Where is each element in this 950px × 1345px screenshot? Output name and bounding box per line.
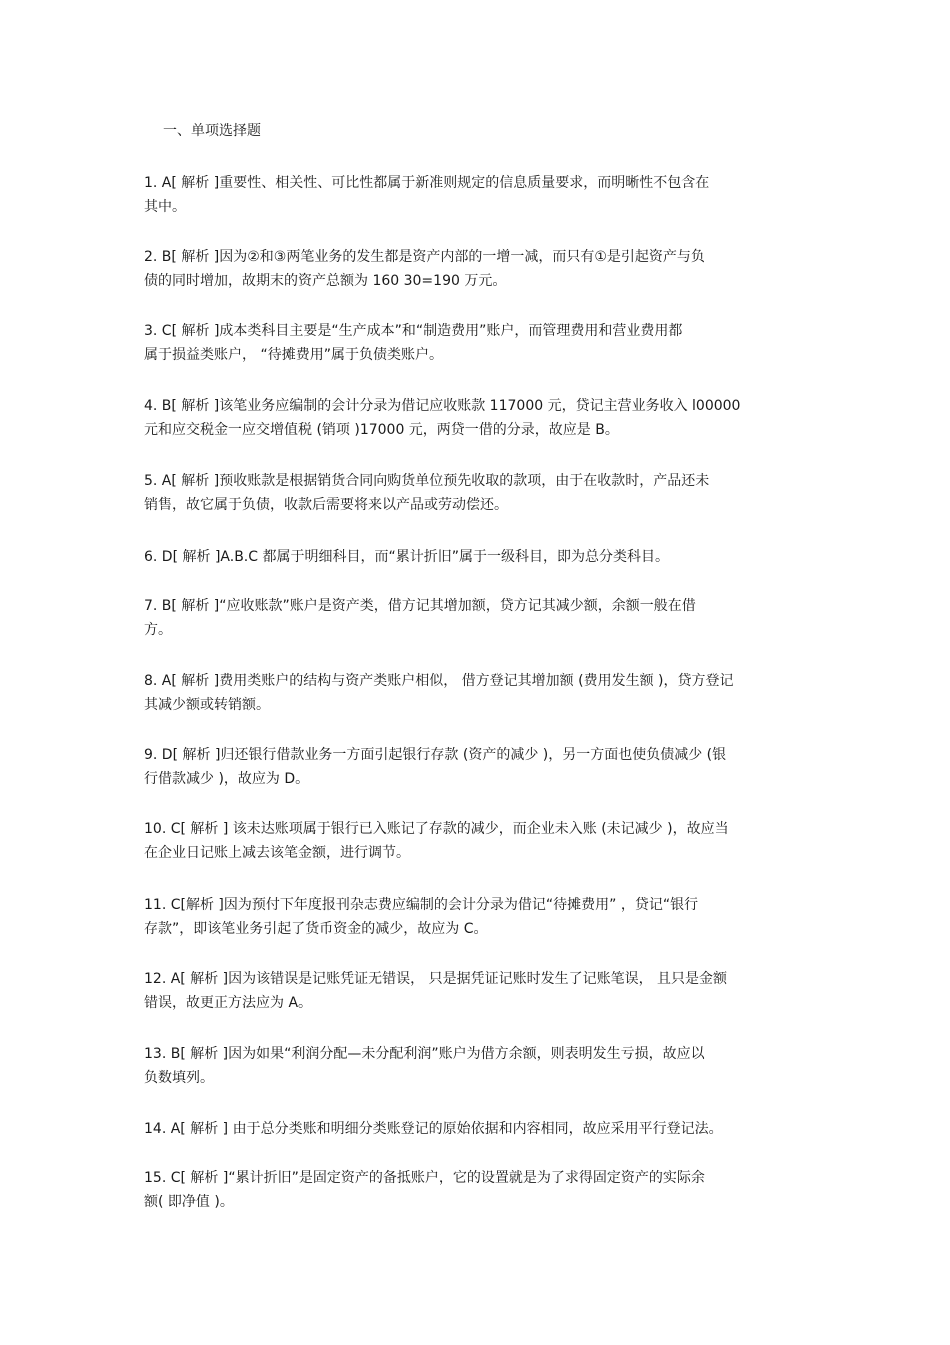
answer-item-4 [144,394,814,442]
answer-line: 属于损益类账户， “待摊费用”属于负债类账户。 [144,347,443,363]
answer-line: 债的同时增加，故期末的资产总额为 160 30=190 万元。 [144,273,507,289]
answer-line: 3. C[ 解析 ]成本类科目主要是“生产成本”和“制造费用”账户，而管理费用和营业费用都 [144,323,683,339]
answer-line: 在企业日记账上减去该笔金额，进行调节。 [144,845,410,861]
answer-line: 13. B[ 解析 ]因为如果“利润分配—未分配利润”账户为借方余额，则表明发生亏损，故应以 [144,1046,705,1062]
answer-item-13 [144,1042,814,1090]
answer-line: 行借款减少 )，故应为 D。 [144,771,310,787]
answer-line: 4. B[ 解析 ]该笔业务应编制的会计分录为借记应收账款 117000 元，贷记主营业务收入 l00000 [144,398,741,414]
answer-line: 12. A[ 解析 ]因为该错误是记账凭证无错误， 只是据凭证记账时发生了记账笔误， 且只是金额 [144,971,728,987]
answer-line: 其减少额或转销额。 [144,697,270,713]
answer-line: 错误，故更正方法应为 A。 [144,995,313,1011]
answer-line: 5. A[ 解析 ]预收账款是根据销货合同向购货单位预先收取的款项，由于在收款时，产品还未 [144,473,710,489]
answer-item-12 [144,967,814,1015]
answer-line: 7. B[ 解析 ]“应收账款”账户是资产类，借方记其增加额，贷方记其减少额，余额一般在借 [144,598,696,614]
answer-item-7 [144,594,814,642]
answer-line: 6. D[ 解析 ]A.B.C 都属于明细科目，而“累计折旧”属于一级科目，即为总分类科目。 [144,549,669,565]
answer-line: 9. D[ 解析 ]归还银行借款业务一方面引起银行存款 (资产的减少 )，另一方面也使负债减少 (银 [144,747,727,763]
section-title: 一、单项选择题 [163,123,261,139]
answer-line: 额( 即净值 )。 [144,1194,234,1210]
answer-item-2 [144,245,814,293]
answer-item-9 [144,743,814,791]
answer-line: 其中。 [144,199,186,215]
answer-line: 15. C[ 解析 ]“累计折旧”是固定资产的备抵账户，它的设置就是为了求得固定资产的实际余 [144,1170,705,1186]
answer-item-1 [144,171,814,219]
answer-line: 销售，故它属于负债，收款后需要将来以产品或劳动偿还。 [144,497,508,513]
answer-line: 方。 [144,622,172,638]
answer-line: 2. B[ 解析 ]因为②和③两笔业务的发生都是资产内部的一增一减，而只有①是引起资产与负 [144,249,705,265]
answer-item-6 [144,545,814,569]
answer-line: 8. A[ 解析 ]费用类账户的结构与资产类账户相似， 借方登记其增加额 (费用发生额 )，贷方登记 [144,673,734,689]
answer-item-8 [144,669,814,717]
answer-item-11 [144,893,814,941]
answer-item-3 [144,319,814,367]
answer-line: 存款”，即该笔业务引起了货币资金的减少，故应为 C。 [144,921,488,937]
answer-line: 14. A[ 解析 ] 由于总分类账和明细分类账登记的原始依据和内容相同，故应采用平行登记法。 [144,1121,723,1137]
answer-line: 1. A[ 解析 ]重要性、相关性、可比性都属于新准则规定的信息质量要求，而明晰性不包含在 [144,175,710,191]
answer-line: 元和应交税金一应交增值税 (销项 )17000 元，两贷一借的分录，故应是 B。 [144,422,619,438]
answer-line: 11. C[解析 ]因为预付下年度报刊杂志费应编制的会计分录为借记“待摊费用” ，贷记“银行 [144,897,699,913]
answer-line: 负数填列。 [144,1070,214,1086]
answer-item-10 [144,817,814,865]
answer-line: 10. C[ 解析 ] 该未达账项属于银行已入账记了存款的减少，而企业未入账 (未记减少 )，故应当 [144,821,729,837]
answer-item-15 [144,1166,814,1214]
answer-item-14 [144,1117,814,1141]
answer-item-5 [144,469,814,517]
